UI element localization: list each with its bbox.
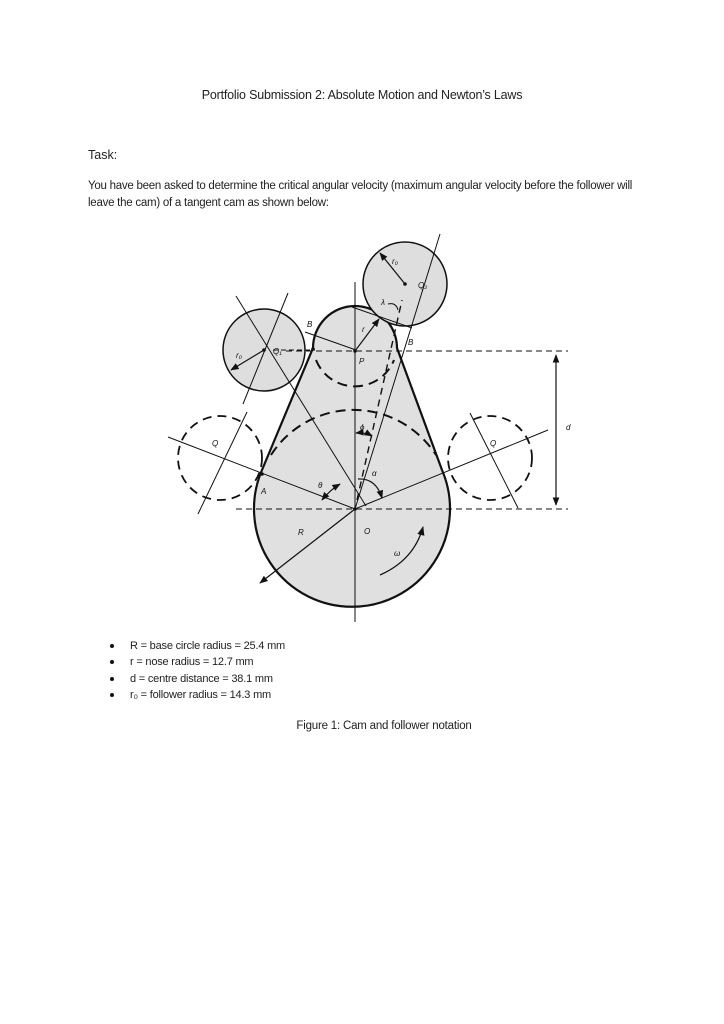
label-a: A [261,487,267,496]
point-a [260,472,264,476]
follower-circle-right-dashed [448,416,532,500]
parameter-list [110,638,285,703]
line-right-follower-cross [470,413,518,508]
point-b [311,347,315,351]
label-alpha: α [372,469,377,478]
label-r-nose: r [362,325,365,334]
line-left-follower-cross [198,412,247,514]
list-item: R = base circle radius = 25.4 mm [110,638,285,654]
label-theta: θ [318,481,323,490]
task-heading: Task: [88,148,118,162]
label-q-right: Q [490,439,497,448]
point-q1 [262,348,266,352]
follower-circle-left-dashed [178,416,262,500]
label-q2: Q₂ [418,281,428,290]
label-d: d [566,423,571,432]
label-r0-top: r₀ [392,257,399,266]
document-title: Portfolio Submission 2: Absolute Motion and Newton’s Laws [201,88,523,102]
label-o: O [364,527,371,536]
label-phi: ϕ [360,423,365,432]
label-omega: ω [394,549,401,558]
label-b-right: B [408,338,414,347]
label-q-left: Q [212,439,219,448]
list-item: r₀ = follower radius = 14.3 mm [110,687,285,703]
label-b-left: B [307,320,313,329]
label-p: P [359,357,365,366]
label-r0-left: r₀ [236,351,243,360]
label-lambda: λ [381,298,385,307]
point-o [353,507,357,511]
label-r-base: R [298,528,304,537]
label-q1: Q₁ [273,347,282,356]
task-description: You have been asked to determine the critical angular velocity (maximum angular velocity before the follower will leave the cam) of a tangent cam as shown below: [88,180,633,209]
point-p [353,349,357,353]
figure-caption: Figure 1: Cam and follower notation [296,720,472,732]
list-item: r = nose radius = 12.7 mm [110,654,285,670]
point-q2 [403,282,407,286]
list-item: d = centre distance = 38.1 mm [110,671,285,687]
